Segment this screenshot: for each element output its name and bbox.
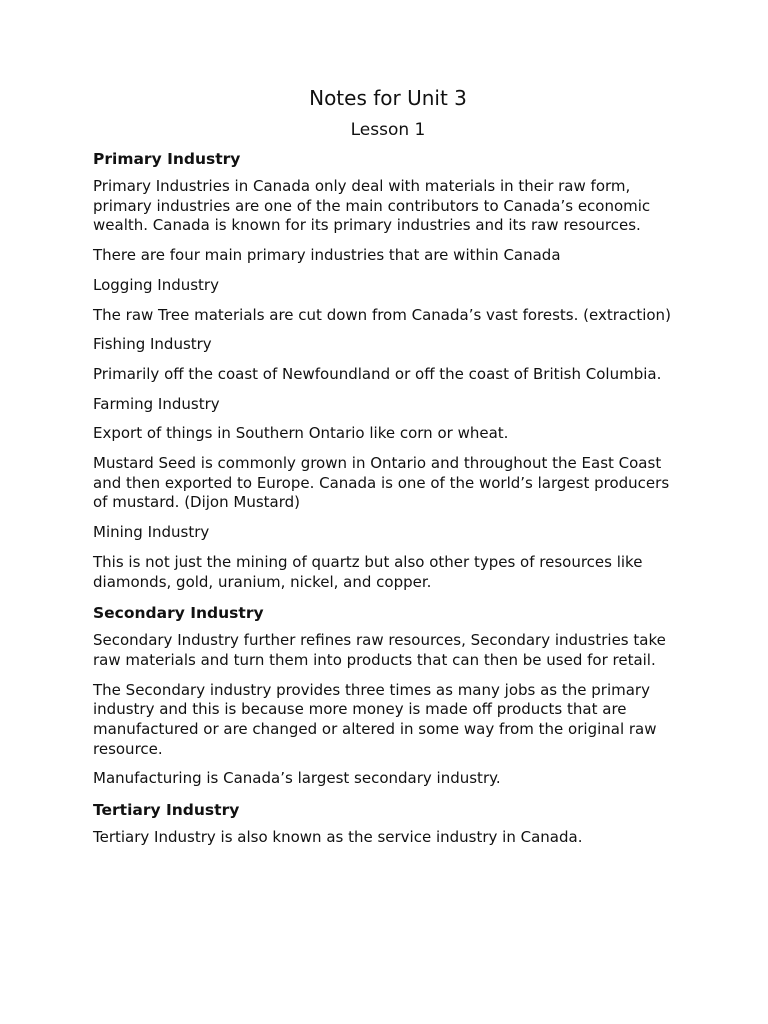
section-heading-secondary: Secondary Industry (93, 604, 264, 623)
section-heading-primary: Primary Industry (93, 150, 241, 168)
document-body (93, 84, 683, 858)
paragraph: Manufacturing is Canada’s largest secondary industry. (93, 769, 501, 788)
paragraph: There are four main primary industries that are within Canada (93, 246, 561, 265)
paragraph: Tertiary Industry is also known as the service industry in Canada. (93, 828, 583, 847)
paragraph: This is not just the mining of quartz but also other types of resources like diamonds, gold, uranium, nickel, and copper. (93, 552, 643, 591)
document-subtitle: Lesson 1 (350, 120, 426, 140)
paragraph: Primarily off the coast of Newfoundland or off the coast of British Columbia. (93, 364, 662, 383)
paragraph: Logging Industry (93, 275, 219, 294)
paragraph: The Secondary industry provides three times as many jobs as the primary industry and this is because more money is made off products that are manufactured or are changed or altered in some way from the original raw resource. (93, 680, 657, 758)
paragraph: Farming Industry (93, 394, 220, 413)
paragraph: Fishing Industry (93, 335, 212, 354)
paragraph: Secondary Industry further refines raw resources, Secondary industries take raw materials and turn them into products that can then be used for retail. (93, 631, 666, 669)
paragraph: Mining Industry (93, 523, 210, 542)
paragraph: Mustard Seed is commonly grown in Ontario and throughout the East Coast and then exported to Europe. Canada is one of the world’s largest producers of mustard. (Dijon Mustard) (93, 454, 670, 512)
paragraph: The raw Tree materials are cut down from Canada’s vast forests. (extraction) (93, 305, 671, 324)
section-heading-tertiary: Tertiary Industry (93, 801, 240, 820)
paragraph: Primary Industries in Canada only deal with materials in their raw form, primary industries are one of the main contributors to Canada’s economic wealth. Canada is known for its primary industries and its raw resources. (93, 177, 651, 235)
paragraph: Export of things in Southern Ontario like corn or wheat. (93, 424, 509, 443)
document-title: Notes for Unit 3 (309, 86, 467, 110)
